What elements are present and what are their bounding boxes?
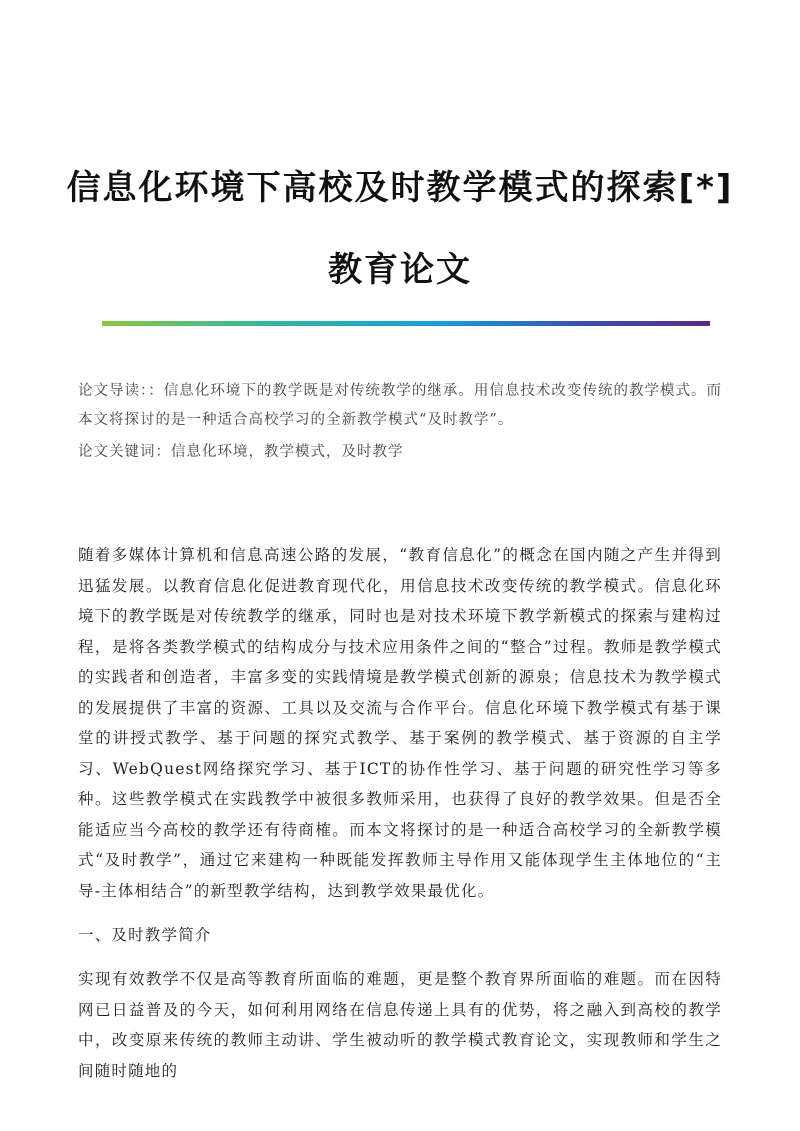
section-heading-1: 一、及时教学简介 (78, 926, 212, 944)
keywords-text: 论文关键词：信息化环境，教学模式，及时教学 (78, 444, 404, 460)
title-divider (102, 321, 710, 326)
body-paragraph-2: 实现有效教学不仅是高等教育所面临的难题，更是整个教育界所面临的难题。而在因特网已日益普及的今天，如何利用网络在信息传递上具有的优势，将之融入到高校的教学中，改变原来传统的教师主动讲、学生被动听的教学模式教育论文，实现教师和学生之间随时随地的 (78, 970, 722, 1080)
document-title-line2: 教育论文 (328, 250, 472, 290)
document-title-line1: 信息化环境下高校及时教学模式的探索[*] (66, 168, 734, 208)
body-paragraph-1: 随着多媒体计算机和信息高速公路的发展，“教育信息化”的概念在国内随之产生并得到迅猛发展。以教育信息化促进教育现代化，用信息技术改变传统的教学模式。信息化环境下的教学既是对传统教学的继承，同时也是对技术环境下教学新模式的探索与建构过程，是将各类教学模式的结构成分与技术应用条件之间的“整合”过程。教师是教学模式的实践者和创造者，丰富多变的实践情境是教学模式创新的源泉；信息技术为教学模式的发展提供了丰富的资源、工具以及交流与合作平台。信息化环境下教学模式有基于课堂的讲授式教学、基于问题的探究式教学、基于案例的教学模式、基于资源的自主学习、WebQuest网络探究学习、基于ICT的协作性学习、基于问题的研究性学习等多种。这些教学模式在实践教学中被很多教师采用，也获得了良好的教学效果。但是否全能适应当今高校的教学还有待商榷。而本文将探讨的是一种适合高校学习的全新教学模式“及时教学”，通过它来建构一种既能发挥教师主导作用又能体现学生主体地位的“主导-主体相结合”的新型教学结构，达到教学效果最优化。 (78, 546, 722, 900)
abstract-text: 论文导读：：信息化环境下的教学既是对传统教学的继承。用信息技术改变传统的教学模式。而本文将探讨的是一种适合高校学习的全新教学模式“及时教学”。 (78, 383, 722, 428)
